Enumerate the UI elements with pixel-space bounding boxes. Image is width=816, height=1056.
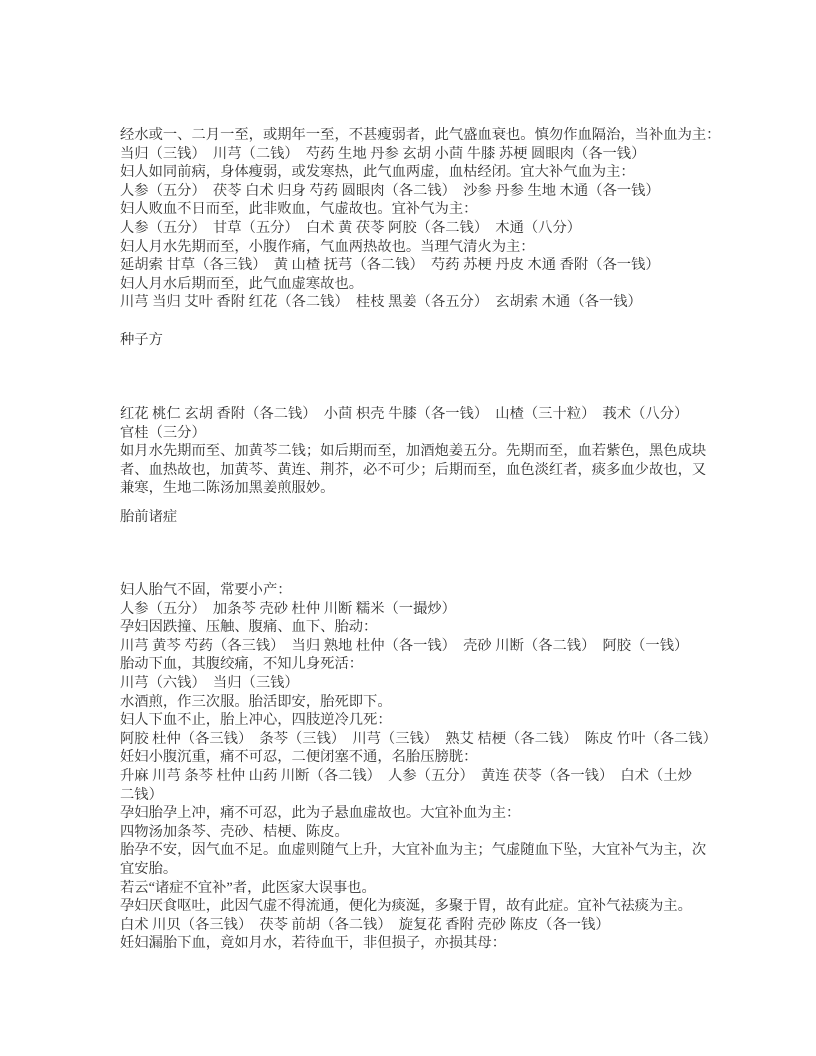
text-line: 者、血热故也，加黄芩、黄连、荆芥，必不可少；后期而至，血色淡红者，痰多血少故也，又 [120,461,707,478]
text-line: 兼寒，生地二陈汤加黑姜煎服妙。 [120,480,335,497]
text-line: 川芎 当归 艾叶 香附 红花（各二钱） 桂枝 黑姜（各五分） 玄胡索 木通（各一钱） [120,294,642,311]
text-line: 经水或一、二月一至，或期年一至，不甚瘦弱者，此气盛血衰也。慎勿作血隔治，当补血为主： [120,127,721,143]
antenatal-heading [120,508,720,527]
text-line: 白术 川贝（各三钱） 茯苓 前胡（各二钱） 旋复花 香附 壳砂 陈皮（各一钱） [120,916,610,933]
text-line: 官桂（三分） [120,424,206,441]
text-line: 阿胶 杜仲（各三钱） 条芩（三钱） 川芎（三钱） 熟艾 桔梗（各二钱） 陈皮 竹叶（各二钱） [120,730,717,747]
menses-paragraph [120,126,720,312]
antenatal-paragraph [120,581,720,953]
text-line: 二钱） [120,786,163,803]
text-line: 川芎（六钱） 当归（三钱） [120,674,299,691]
text-line: 孕妇因跌撞、压触、腹痛、血下、胎动： [120,619,378,636]
text-line: 人参（五分） 甘草（五分） 白术 黄 茯苓 阿胶（各二钱） 木通（八分） [120,219,582,236]
section-heading-text: 种子方 [120,332,163,348]
text-line: 妊妇小腹沉重，痛不可忍，二便闭塞不通，名胎压膀胱： [120,749,478,766]
text-line: 人参（五分） 加条芩 壳砂 杜仲 川断 糯米（一撮炒） [120,600,456,617]
text-line: 水酒煎，作三次服。胎活即安，胎死即下。 [120,693,392,710]
text-line: 妇人如同前病，身体瘦弱，或发寒热，此气血两虚，血枯经闭。宜大补气血为主： [120,164,635,181]
text-line: 妇人败血不日而至，此非败血，气虚故也。宜补气为主： [120,201,478,218]
text-line: 妊妇漏胎下血，竟如月水，若待血干，非但损子，亦损其母： [120,935,507,952]
text-line: 川芎 黄芩 芍药（各三钱） 当归 熟地 杜仲（各一钱） 壳砂 川断（各二钱） 阿胶（一钱） [120,637,689,654]
text-line: 妇人下血不止，胎上冲心，四肢逆冷几死： [120,712,392,729]
text-line: 如月水先期而至、加黄芩二钱；如后期而至，加酒炮姜五分。先期而至，血若紫色，黑色成块 [120,443,707,460]
text-line: 人参（五分） 茯苓 白术 归身 芍药 圆眼肉（各二钱） 沙参 丹参 生地 木通（各一钱） [120,182,660,199]
text-line: 四物汤加条芩、壳砂、桔梗、陈皮。 [120,823,349,840]
text-line: 红花 桃仁 玄胡 香附（各二钱） 小茴 枳壳 牛膝（各一钱） 山楂（三十粒） 莪术（八分） [120,406,689,422]
text-line: 孕妇厌食呕吐，此因气虚不得流通，便化为痰涎，多聚于胃，故有此症。宜补气祛痰为主。 [120,898,692,915]
text-line: 妇人胎气不固，常要小产： [120,582,292,598]
seed-formula-heading [120,331,720,350]
text-line: 宜安胎。 [120,860,178,877]
text-line: 妇人月水后期而至，此气血虚寒故也。 [120,275,364,292]
text-line: 若云“诸症不宜补”者，此医家大误事也。 [120,879,376,896]
text-line: 孕妇胎孕上冲，痛不可忍，此为子悬血虚故也。大宜补血为主： [120,805,521,822]
text-line: 延胡索 甘草（各三钱） 黄 山楂 抚芎（各二钱） 芍药 苏梗 丹皮 木通 香附（各一钱） [120,257,660,274]
section-heading-text: 胎前诸症 [120,509,178,525]
text-line: 升麻 川芎 条芩 杜仲 山药 川断（各二钱） 人参（五分） 黄连 茯苓（各一钱） 白术（土炒 [120,767,692,784]
seed-formula-paragraph [120,405,720,498]
text-line: 胎孕不安，因气血不足。血虚则随气上升，大宜补血为主；气虚随血下坠，大宜补气为主，次 [120,842,707,859]
text-line: 妇人月水先期而至，小腹作痛，气血两热故也。当理气清火为主： [120,238,535,255]
text-line: 当归（三钱） 川芎（二钱） 芍药 生地 丹参 玄胡 小茴 牛膝 苏梗 圆眼肉（各一钱） [120,145,646,162]
text-line: 胎动下血，其腹绞痛，不知儿身死活： [120,656,364,673]
